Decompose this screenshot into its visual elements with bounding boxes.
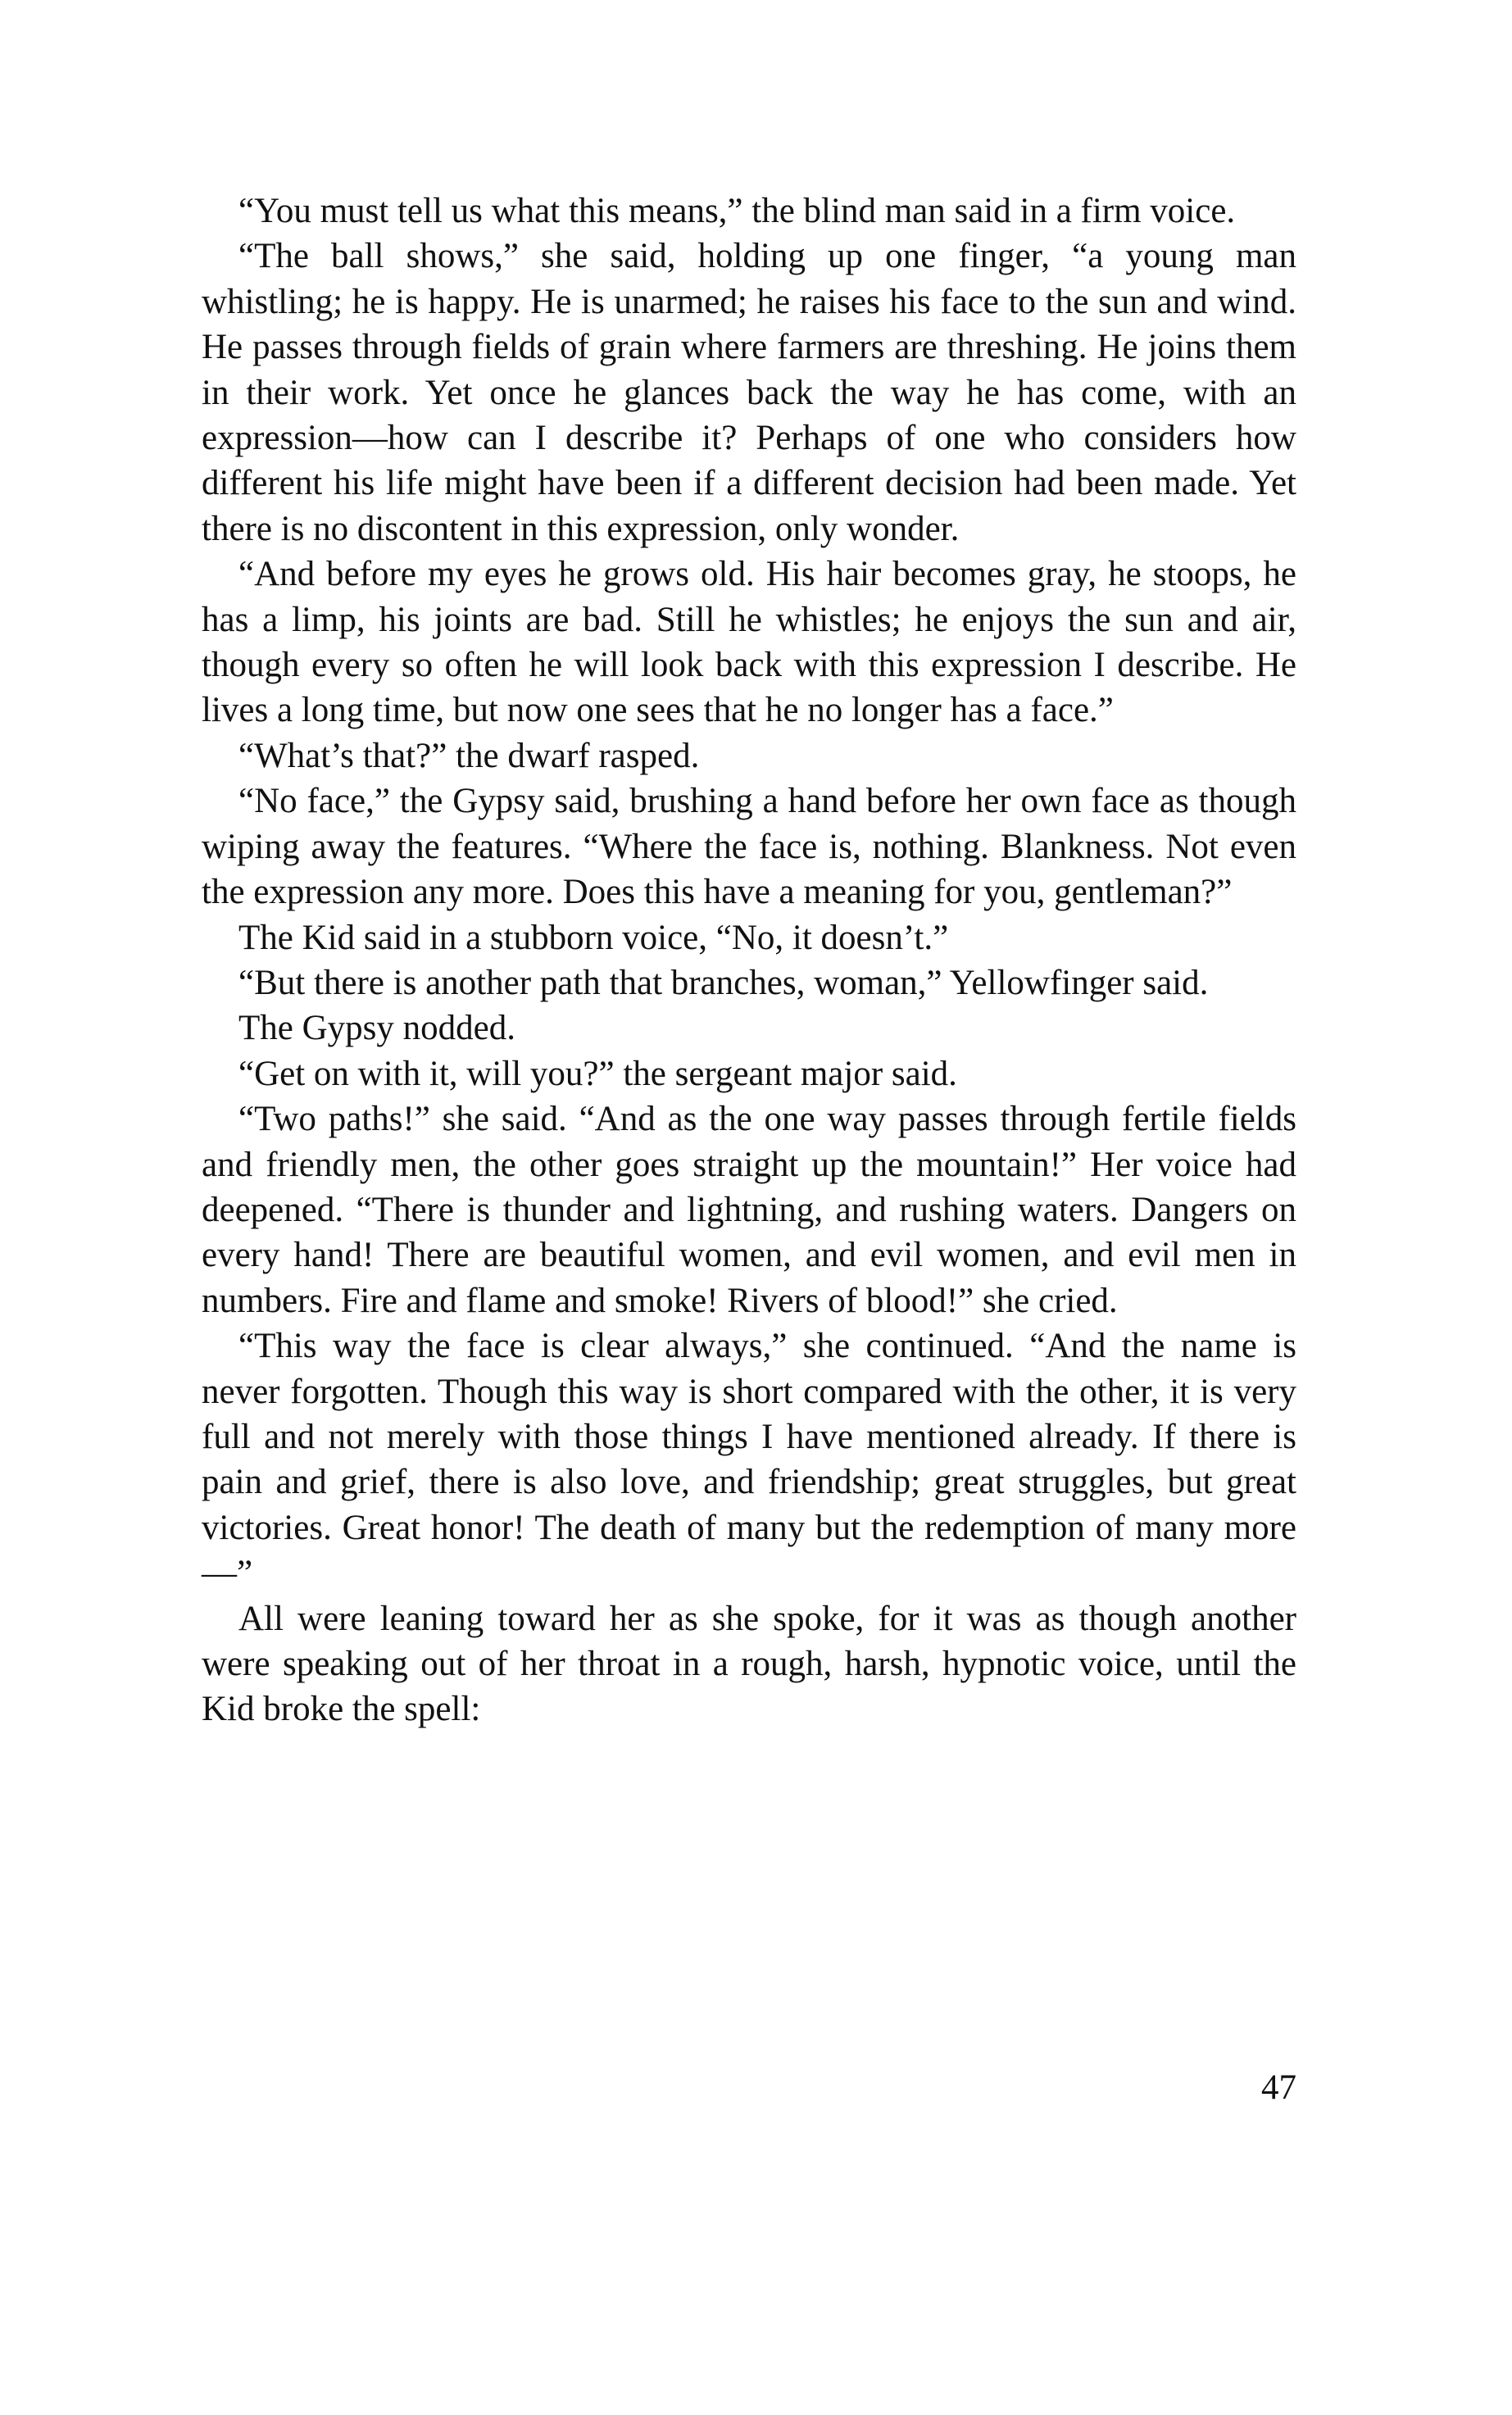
paragraph-9: “Get on with it, will you?” the sergeant major said. [238,1054,957,1093]
paragraph-4: “What’s that?” the dwarf rasped. [238,736,700,775]
paragraph-11: “This way the face is clear always,” she continued. “And the name is never forgotten. Though this way is short compared with the other, it is very full and not merely with those things I have mentioned already. If there is pain and grief, there is also love, and friendship; great struggles, but great victories. Great honor! The death of many but the redemption of many more—” [202,1327,1296,1593]
page-number: 47 [1261,2068,1296,2107]
paragraph-10: “Two paths!” she said. “And as the one way passes through fertile fields and friendly men, the other goes straight up the mountain!” Her voice had deepened. “There is thunder and lightning, and rushing waters. Dangers on every hand! There are beautiful women, and evil women, and evil men in numbers. Fire and flame and smoke! Rivers of blood!” she cried. [202,1100,1296,1320]
paragraph-2: “The ball shows,” she said, holding up one finger, “a young man whistling; he is happy. He is unarmed; he raises his face to the sun and wind. He passes through fields of grain where farmers are threshing. He joins them in their work. Yet once he glances back the way he has come, with an expression—how can I describe it? Perhaps of one who considers how different his life might have been if a different decision had been made. Yet there is no discontent in this expression, only wonder. [202,237,1296,548]
paragraph-7: “But there is another path that branches, woman,” Yellowfinger said. [238,963,1209,1002]
paragraph-8: The Gypsy nodded. [238,1009,515,1048]
paragraph-12: All were leaning toward her as she spoke, for it was as though another were speaking out of her throat in a rough, harsh, hypnotic voice, until the Kid broke the spell: [202,1599,1296,1729]
paragraph-5: “No face,” the Gypsy said, brushing a hand before her own face as though wiping away the features. “Where the face is, nothing. Blankness. Not even the expression any more. Does this have a meaning for you, gentleman?” [202,782,1296,912]
paragraph-1: “You must tell us what this means,” the blind man said in a firm voice. [238,192,1236,230]
paragraph-6: The Kid said in a stubborn voice, “No, it doesn’t.” [238,918,949,957]
body-text [202,188,1296,1732]
paragraph-3: “And before my eyes he grows old. His hair becomes gray, he stoops, he has a limp, his joints are bad. Still he whistles; he enjoys the sun and air, though every so often he will look back with this expression I describe. He lives a long time, but now one sees that he no longer has a face.” [202,555,1296,730]
